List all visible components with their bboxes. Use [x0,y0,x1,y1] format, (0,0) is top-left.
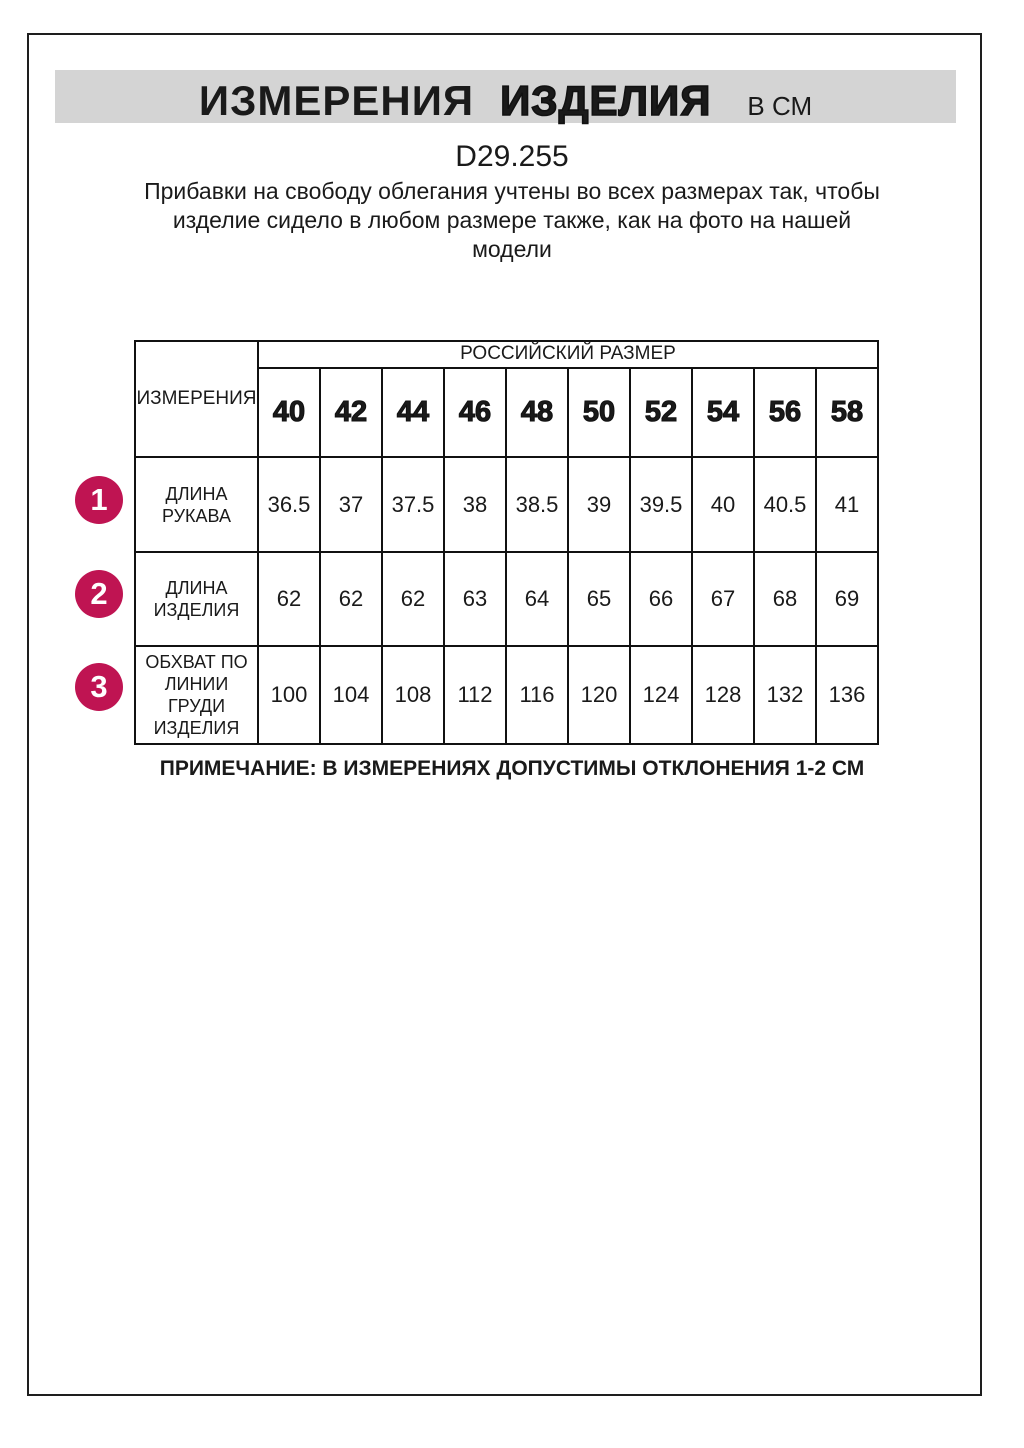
tolerance-note: ПРИМЕЧАНИЕ: В ИЗМЕРЕНИЯХ ДОПУСТИМЫ ОТКЛОНЕНИЯ 1-2 СМ [159,757,865,780]
table-row-product-length [135,552,878,646]
table-value: 120 [568,646,630,744]
table-row-sleeve-length [135,457,878,552]
table-value: 62 [382,552,444,646]
table-value: 39.5 [630,457,692,552]
table-value: 37 [320,457,382,552]
size-header: 48 [506,368,568,457]
table-value: 36.5 [258,457,320,552]
row-marker-2: 2 [75,570,123,618]
table-value: 62 [320,552,382,646]
table-value: 108 [382,646,444,744]
table-value: 68 [754,552,816,646]
model-code: D29.255 [455,140,569,173]
table-group-header-row [135,341,878,368]
size-header: 52 [630,368,692,457]
table-value: 39 [568,457,630,552]
size-table [134,340,879,745]
size-header: 44 [382,368,444,457]
table-value: 136 [816,646,878,744]
table-value: 66 [630,552,692,646]
description-line: изделие сидело в любом размере также, как на фото на нашей [172,207,852,233]
table-value: 116 [506,646,568,744]
size-header: 56 [754,368,816,457]
row-label: ДЛИНА РУКАВА [135,457,258,552]
size-header: 54 [692,368,754,457]
size-header: 40 [258,368,320,457]
description-paragraph [122,177,902,264]
table-value: 124 [630,646,692,744]
title-bar [55,70,956,123]
table-value: 41 [816,457,878,552]
table-value: 100 [258,646,320,744]
row-label: ОБХВАТ ПО ЛИНИИ ГРУДИ ИЗДЕЛИЯ [135,646,258,744]
table-value: 132 [754,646,816,744]
page-title-main: ИЗМЕРЕНИЯ [198,77,475,124]
page-title-unit: В СМ [747,91,813,121]
table-value: 38.5 [506,457,568,552]
row-label: ДЛИНА ИЗДЕЛИЯ [135,552,258,646]
table-value: 112 [444,646,506,744]
size-header: 50 [568,368,630,457]
table-value: 63 [444,552,506,646]
table-value: 128 [692,646,754,744]
size-group-header: РОССИЙСКИЙ РАЗМЕР [258,341,878,368]
table-value: 40 [692,457,754,552]
table-value: 65 [568,552,630,646]
description-line: Прибавки на свободу облегания учтены во всех размерах так, чтобы [144,178,880,204]
table-row-chest-girth [135,646,878,744]
description-line: модели [472,236,552,262]
table-value: 62 [258,552,320,646]
row-marker-1: 1 [75,476,123,524]
table-corner-header: ИЗМЕРЕНИЯ [135,341,258,457]
table-value: 40.5 [754,457,816,552]
table-value: 64 [506,552,568,646]
size-header: 42 [320,368,382,457]
table-value: 104 [320,646,382,744]
table-value: 38 [444,457,506,552]
size-header: 58 [816,368,878,457]
table-value: 69 [816,552,878,646]
table-value: 37.5 [382,457,444,552]
row-marker-3: 3 [75,663,123,711]
size-header: 46 [444,368,506,457]
page-title-secondary: ИЗДЕЛИЯ [500,77,712,124]
table-value: 67 [692,552,754,646]
